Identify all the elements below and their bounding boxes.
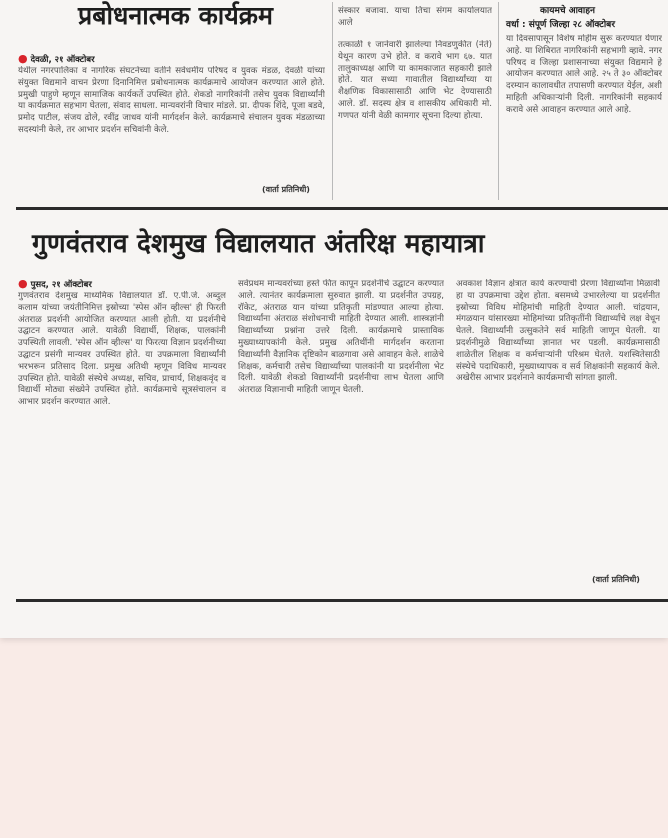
bullet-icon: ● xyxy=(18,52,28,65)
top-middle-fragment: संस्कार बजावा. याचा तिचा संगम कार्यालयात आले xyxy=(338,6,492,28)
main-article-column-1: गुणवंतराव देशमुख माध्यमिक विद्यालयात डॉ. ए.पी.जे. अब्दुल कलाम यांच्या जयंतीनिमित्त इस्रोच्या 'स्पेस ऑन व्हील्स' ही फिरती अंतराळ प्रदर्शनी आयोजित करण्यात आली होती. या प्रदर्शनीचे उद्घाटन करण्यात आले. यावेळी विद्यार्थी, शिक्षक, पालकांनी उपस्थिती लावली. 'स्पेस ऑन व्हील्स' या फिरत्या विज्ञान प्रदर्शनीच्या उद्घाटन प्रसंगी मान्यवर उपस्थित होते. या उपक्रमाला विद्यार्थ्यांनी भरभरून प्रतिसाद दिला. प्रमुख अतिथी म्हणून विविध मान्यवर उपस्थित होते. यावेळी संस्थेचे अध्यक्ष, सचिव, प्राचार्य, शिक्षकवृंद व विद्यार्थी मोठ्या संख्येने उपस्थित होते. कार्यक्रमाचे सूत्रसंचालन व आभार प्रदर्शन करण्यात आले. xyxy=(18,291,226,408)
section-rule xyxy=(16,207,668,210)
top-article-dateline xyxy=(18,52,95,65)
top-right-heading: कायमचे आवाहन xyxy=(540,6,596,16)
top-article-credit: (वार्ता प्रतिनिधी) xyxy=(262,185,310,194)
main-article-credit: (वार्ता प्रतिनिधी) xyxy=(592,575,640,584)
top-middle-body: तत्काळी १ जानेवारी झालेल्या निवडणुकीत (नेते) येथून कारण उभे होते. व करावे भाग ६७. यात तालुकाध्यक्ष आणि या कामकाजात सहकारी झाले होते. यात सध्या गावातील विद्यार्थ्यांच्या या शैक्षणिक विकासासाठी आणि भेट देण्यासाठी आले. डॉ. सदस्य क्षेत्र व शासकीय अधिकारी मो. गणपत यांनी वेळी कामगार सूचना दिल्या होत्या. xyxy=(338,40,492,121)
bullet-icon: ● xyxy=(18,277,28,290)
column-divider xyxy=(498,2,499,200)
main-article-column-2: सर्वप्रथम मान्यवरांच्या हस्ते फीत कापून प्रदर्शनीचे उद्घाटन करण्यात आले. त्यानंतर कार्यक्रमाला सुरुवात झाली. या प्रदर्शनीत उपग्रह, रॉकेट, अंतराळ यान यांच्या प्रतिकृती मांडण्यात आल्या होत्या. विद्यार्थ्यांना अंतराळ संशोधनाची माहिती देण्यात आली. शास्त्रज्ञांनी विद्यार्थ्यांच्या प्रश्नांना उत्तरे दिली. कार्यक्रमाचे प्रास्ताविक मुख्याध्यापकांनी केले. प्रमुख अतिथींनी मार्गदर्शन करताना विद्यार्थ्यांनी वैज्ञानिक दृष्टिकोन बाळगावा असे आवाहन केले. शाळेचे शिक्षक, कर्मचारी तसेच विद्यार्थ्यांच्या पालकांनी या प्रदर्शनीला भेट दिली. यावेळी शेकडो विद्यार्थ्यांनी प्रदर्शनीचा लाभ घेतला आणि अंतराळ विज्ञानाची माहिती जाणून घेतली. xyxy=(238,279,444,396)
top-article-headline: प्रबोधनात्मक कार्यक्रम xyxy=(78,1,273,30)
main-article-headline: गुणवंतराव देशमुख विद्यालयात अंतरिक्ष महायात्रा xyxy=(32,229,485,259)
section-rule xyxy=(16,599,668,602)
top-right-dateline: वर्धा : संपूर्ण जिल्हा २८ ऑक्टोबर xyxy=(506,20,615,30)
main-article-dateline xyxy=(18,277,92,290)
dateline-text: देवळी, २१ ऑक्टोबर xyxy=(30,55,95,65)
column-divider xyxy=(332,2,333,200)
top-right-body: या दिवसापासून विशेष मोहीम सुरू करण्यात येणार आहे. या शिबिरात नागरिकांनी सहभागी व्हावे. नगर परिषद व जिल्हा प्रशासनाच्या संयुक्त विद्यमाने हे आयोजन करण्यात आले आहे. २५ ते ३० ऑक्टोबर दरम्यान कालावधीत तपासणी करण्यात येईल, अशी माहिती अधिकाऱ्यांनी दिली. नागरिकांनी सहकार्य करावे असे आवाहन करण्यात आले आहे. xyxy=(506,34,662,115)
dateline-text: पुसद, २१ ऑक्टोबर xyxy=(30,280,92,290)
main-article-column-3: अवकाश विज्ञान क्षेत्रात कार्य करण्याची प्रेरणा विद्यार्थ्यांना मिळावी हा या उपक्रमाचा उद्देश होता. बसमध्ये उभारलेल्या या प्रदर्शनीत इस्रोच्या विविध मोहिमांची माहिती देण्यात आली. चांद्रयान, मंगळयान यांसारख्या मोहिमांच्या प्रतिकृतींनी विद्यार्थ्यांचे लक्ष वेधून घेतले. विद्यार्थ्यांनी उत्सुकतेने सर्व माहिती जाणून घेतली. या प्रदर्शनीमुळे विद्यार्थ्यांच्या ज्ञानात भर पडली. कार्यक्रमासाठी शाळेतील शिक्षक व कर्मचाऱ्यांनी परिश्रम घेतले. यशस्वितेसाठी संस्थेचे पदाधिकारी, मुख्याध्यापक व सर्व शिक्षकांनी सहकार्य केले. अखेरीस आभार प्रदर्शनाने कार्यक्रमाची सांगता झाली. xyxy=(456,279,660,384)
top-article-body: येथील नगरपालिका व नागरिक संघटनेच्या वतीने सर्वधर्मीय परिषद व युवक मंडळ, देवळी यांच्या संयुक्त विद्यमाने वाचन प्रेरणा दिनानिमित्त प्रबोधनात्मक कार्यक्रमाचे आयोजन करण्यात आले होते. प्रमुखी पाहुणे म्हणून सामाजिक कार्यकर्ते उपस्थित होते. शेकडो नागरिकांनी तसेच युवक विद्यार्थ्यांनी या कार्यक्रमात सहभाग घेतला, संवाद साधला. मान्यवरांनी विचार मांडले. प्रा. दीपक शिंदे, पूजा बडवे, प्रमोद पाटील, संजय ढोले, रवींद्र जाधव यांनी मार्गदर्शन केले. कार्यक्रमाचे संचालन युवक मंडळाच्या सदस्यांनी केले, तर आभार प्रदर्शन सचिवांनी केले. xyxy=(18,66,325,135)
